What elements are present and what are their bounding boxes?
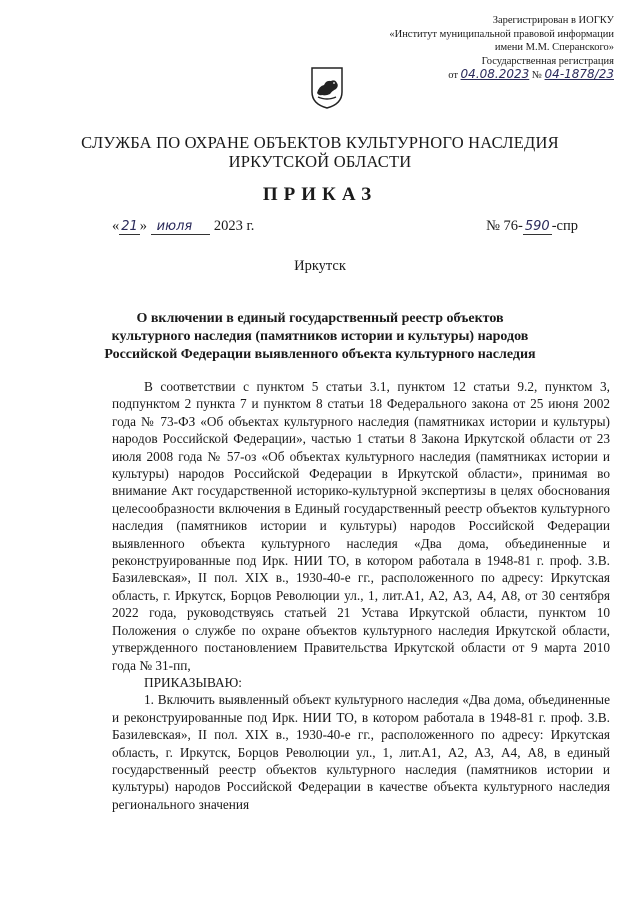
stamp-from-prefix: от bbox=[448, 70, 458, 81]
stamp-line-4: Государственная регистрация bbox=[481, 55, 614, 67]
stamp-line-1: Зарегистрирован в ИОГКУ bbox=[492, 15, 614, 26]
preamble-paragraph: В соответствии с пунктом 5 статьи 3.1, пунктом 12 статьи 9.2, пунктом 3, подпунктом 2 пункта 7 и пунктом 8 статьи 18 Федерального закона от 25 июня 2002 года № 73-ФЗ «Об объектах культурного наследия (памятниках истории и культуры) народов Российской Федерации», частью 1 статьи 8 Закона Иркутской области от 23 июля 2008 года № 57-оз «Об объектах культурного наследия (памятниках истории и культуры) народов Российской Федерации в Иркутской области», принимая во внимание Акт государственной историко-культурной экспертизы в целях обоснования целесообразности включения в Единый государственный реестр объектов культурного наследия (памятников истории и культуры) народов Российской Федерации выявленного объекта культурного наследия «Два дома, объединенные и реконструированные под Ирк. НИИ ТО, в котором работала в 1948-81 г. проф. З.В. Базилевская», II пол. XIX в., 1930-40-е гг., расположенного по адресу: Иркутская область, г. Иркутск, Борцов Революции ул., 1, лит.А1, А2, А3, А4, А8, от 30 сентября 2022 года, руководствуясь статьей 21 Устава Иркутской области, пунктом 10 Положения о службе по охране объектов культурного наследия Иркутской области, утвержденного постановлением Правительства Иркутской области от 9 марта 2010 года № 31-пп, bbox=[112, 379, 610, 673]
organization-name-line-2: ИРКУТСКОЙ ОБЛАСТИ bbox=[228, 152, 412, 171]
order-subject: О включении в единый государственный реестр объектов культурного наследия (памятников истории и культуры) народов Российской Федерации выявленного объекта культурного наследия bbox=[104, 311, 536, 362]
order-number-suffix: -спр bbox=[551, 218, 578, 234]
date-month-handwritten: июля bbox=[151, 219, 211, 235]
order-body bbox=[112, 378, 610, 813]
order-number-handwritten: 590 bbox=[524, 219, 550, 234]
stamp-line-3: имени М.М. Сперанского» bbox=[494, 42, 614, 53]
order-directive-word: ПРИКАЗЫВАЮ: bbox=[144, 674, 242, 690]
organization-name-line-1: СЛУЖБА ПО ОХРАНЕ ОБЪЕКТОВ КУЛЬТУРНОГО НАСЛЕДИЯ bbox=[81, 133, 559, 152]
date-number-row bbox=[112, 218, 578, 238]
stamp-number-prefix: № bbox=[531, 70, 542, 81]
city-name: Иркутск bbox=[294, 258, 346, 274]
date-year: 2023 г. bbox=[213, 218, 255, 234]
order-number-prefix: № 76- bbox=[486, 218, 523, 234]
coat-of-arms-icon bbox=[310, 66, 344, 110]
date-day-handwritten: 21 bbox=[121, 219, 138, 234]
order-number bbox=[486, 218, 578, 235]
order-date bbox=[112, 218, 254, 235]
organization-name bbox=[0, 133, 640, 171]
stamp-registration-line bbox=[354, 68, 614, 83]
stamp-line-2: «Институт муниципальной правовой информации bbox=[389, 28, 614, 40]
date-open-quote: « bbox=[112, 218, 120, 234]
date-close-quote: » bbox=[139, 218, 148, 234]
stamp-date-handwritten: 04.08.2023 bbox=[460, 67, 530, 81]
document-type-title: ПРИКАЗ bbox=[262, 184, 378, 205]
stamp-number-handwritten: 04-1878/23 bbox=[544, 67, 614, 81]
registration-stamp bbox=[354, 14, 614, 83]
order-item-1: 1. Включить выявленный объект культурного наследия «Два дома, объединенные и реконструированные под Ирк. НИИ ТО, в котором работала в 1948-81 г. проф. З.В. Базилевская», II пол. XIX в., 1930-40-е гг., расположенного по адресу: Иркутская область, г. Иркутск, Борцов Революции ул., 1, лит.А1, А2, А3, А4, А8, в единый государственный реестр объектов культурного наследия (памятников истории и культуры) народов Российской Федерации в качестве объекта культурного наследия регионального значения bbox=[112, 692, 610, 812]
